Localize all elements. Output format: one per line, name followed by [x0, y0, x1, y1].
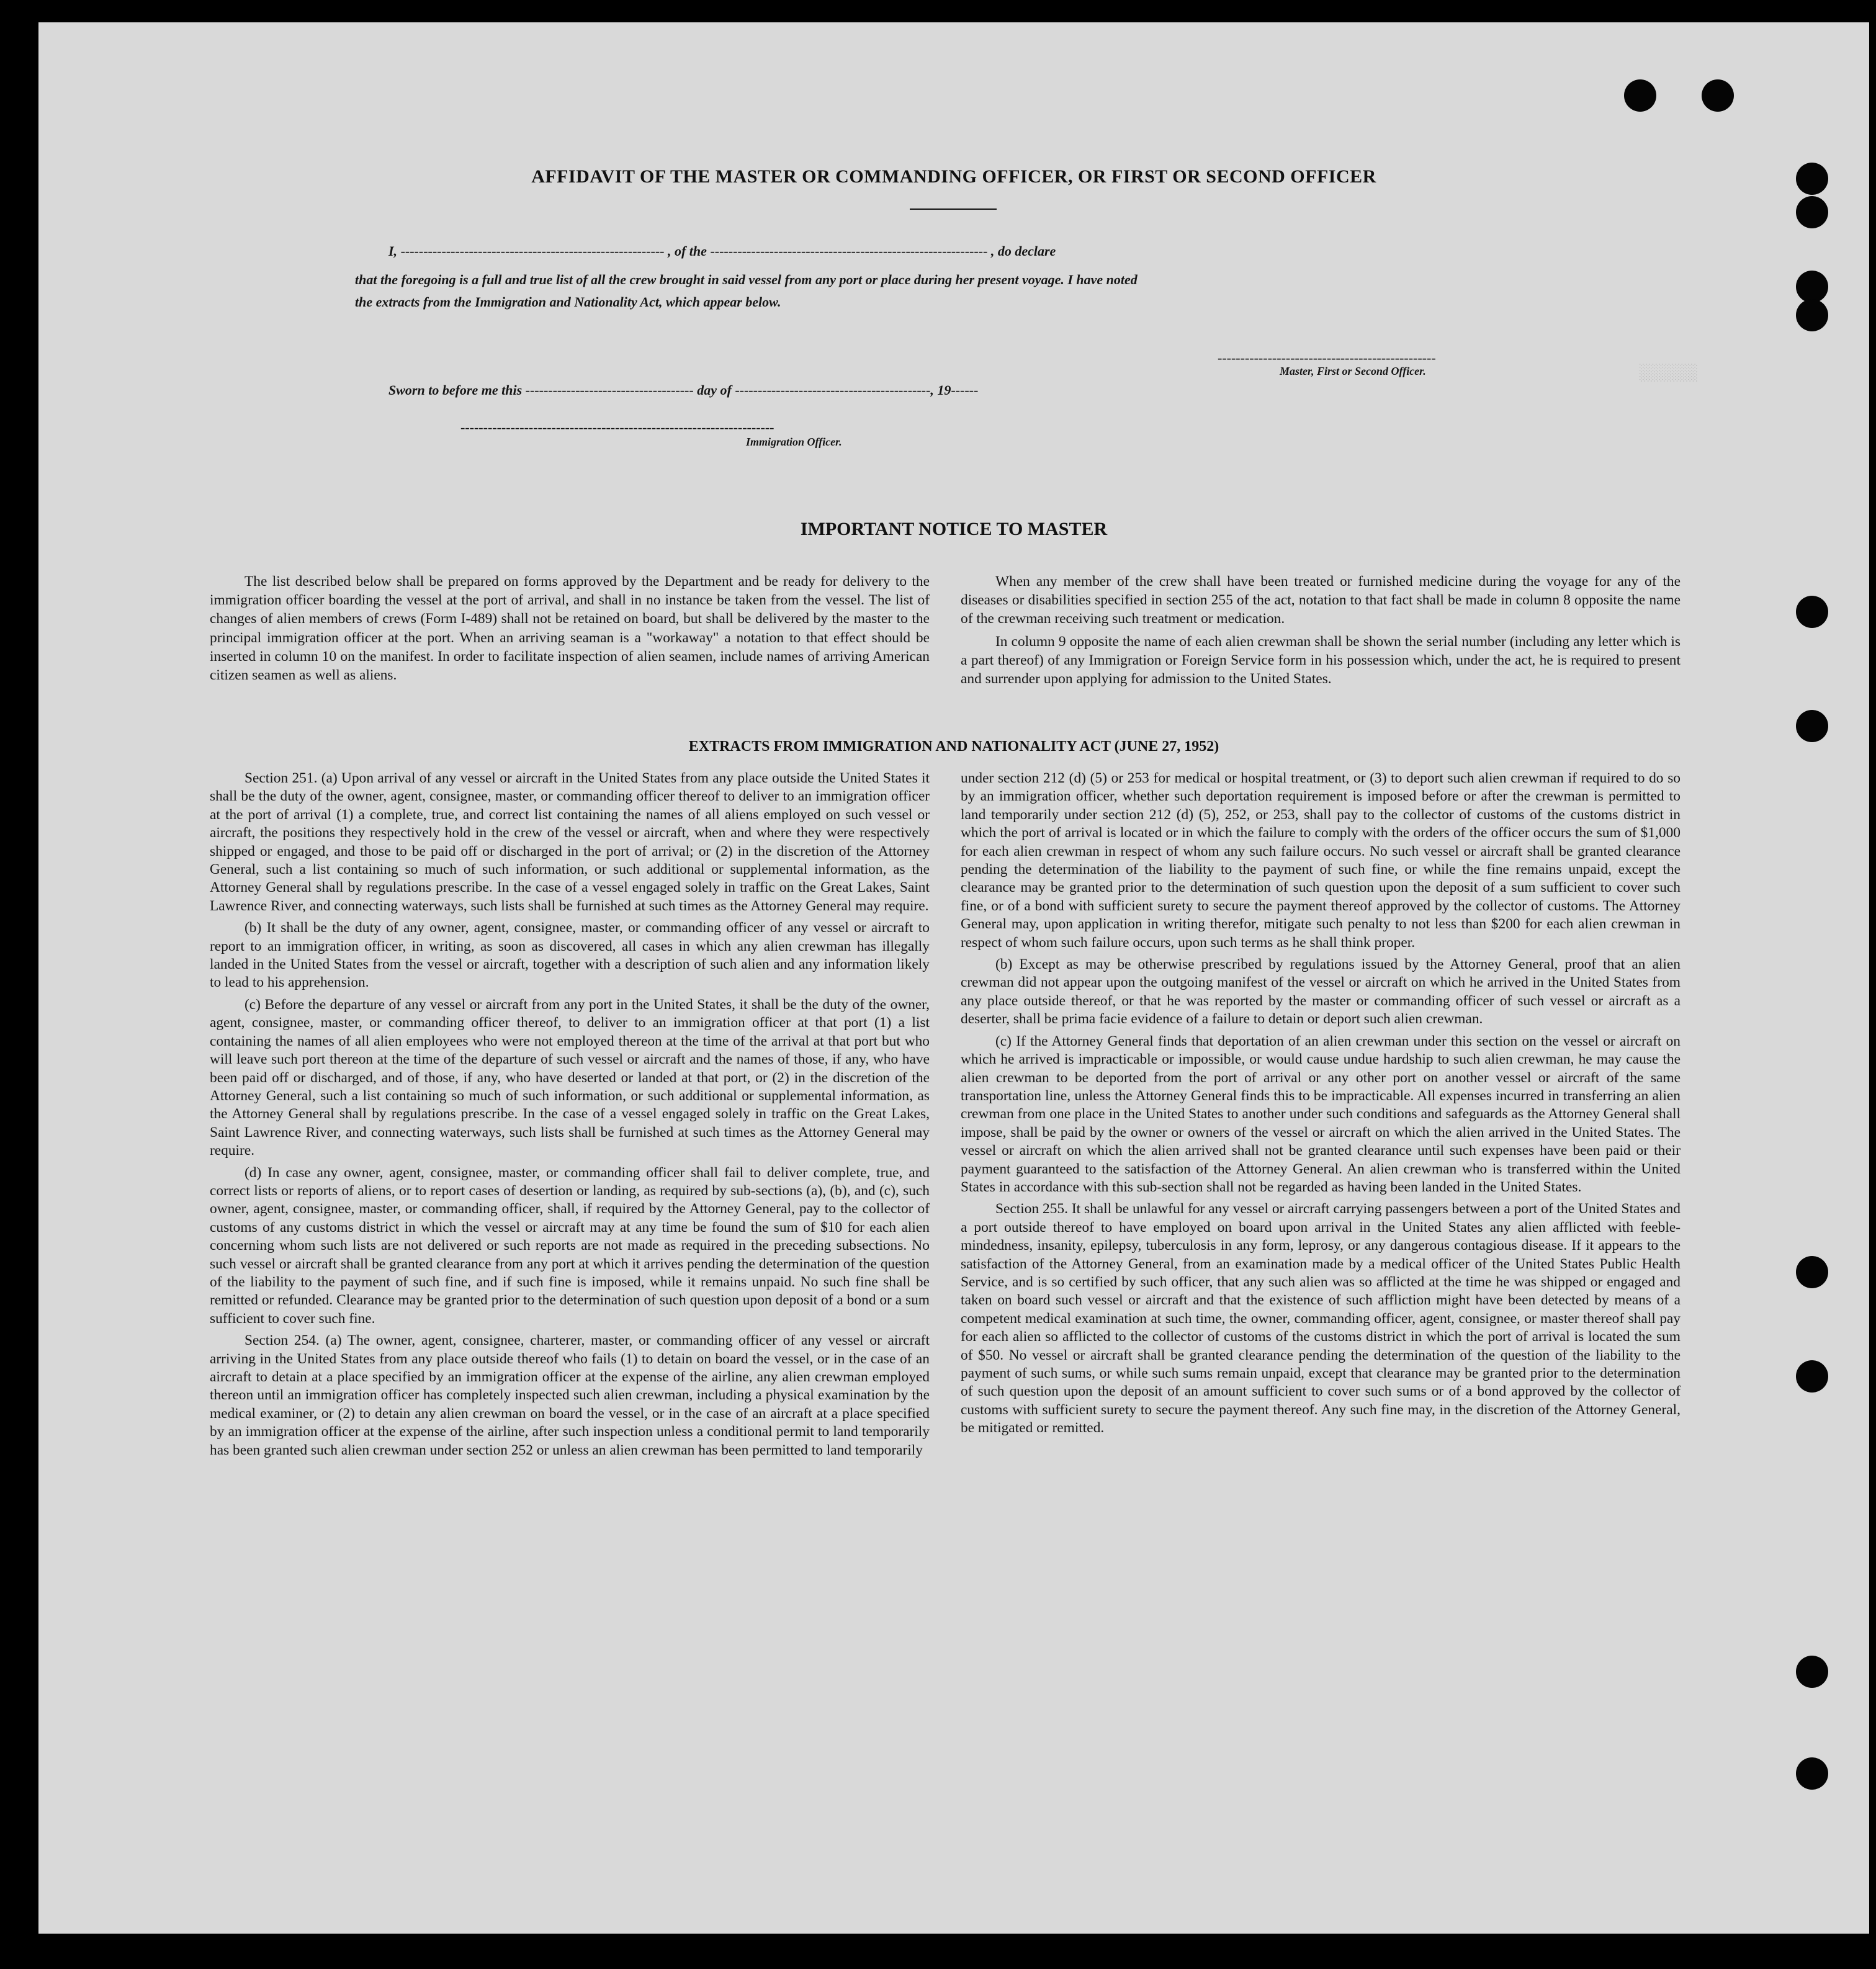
notice-right-paragraph-2: In column 9 opposite the name of each alien crewman shall be shown the serial number (including any letter which is a part thereof) of any Immigration or Foreign Service form in his possession which, under the act, he is required to present and surrender upon applying for admission to the United States. [961, 633, 1681, 688]
notice-title: IMPORTANT NOTICE TO MASTER [800, 519, 1108, 539]
declarant-name-blank[interactable]: ---------------------------------------------------------- [400, 243, 665, 259]
signature-blank[interactable]: ------------------------------------------------ [1218, 350, 1436, 366]
notice-right-paragraph-1: When any member of the crew shall have been treated or furnished medicine during the voyage for any of the diseases or disabilities specified in section 255 of the act, notation to that fact shall be made in column 8 opposite the name of the crewman receiving such treatment or medication. [961, 573, 1681, 627]
notice-left-column [210, 572, 930, 688]
extracts-title: EXTRACTS FROM IMMIGRATION AND NATIONALITY ACT (JUNE 27, 1952) [688, 738, 1219, 755]
section-251a: Section 251. (a) Upon arrival of any vessel or aircraft in the United States from any place outside the United States it shall be the duty of the owner, agent, consignee, master, or commanding officer thereof to deliver to an immigration officer at the port of arrival (1) a complete, true, and correct list containing the names of all aliens employed on such vessel or aircraft, the positions they respectively hold in the crew of the vessel or aircraft, when and where they were respectively shipped or engaged, and those to be paid off or discharged in the port of arrival; or (2) in the discretion of the Attorney General, such a list containing so much of such information, or such additional or supplemental information, as the Attorney General shall by regulations prescribe. In the case of a vessel engaged solely in traffic on the Great Lakes, Saint Lawrence River, and connecting waterways, such lists shall be furnished at such times as the Attorney General may require. [210, 770, 930, 914]
vessel-name-blank[interactable]: ------------------------------------------------------------- [710, 243, 988, 259]
bleed-through-text: ░░░░░░ [1640, 364, 1698, 382]
section-251c: (c) Before the departure of any vessel or aircraft from any port in the United States, it shall be the duty of the owner, agent, consignee, master, or commanding officer thereof, to deliver to an immigration officer at that port (1) a list containing the names of all alien employees who were not employed thereon at the time of the arrival at that port but who will leave such port thereon at the time of the departure of such vessel or aircraft and the names of those, if any, who have been paid off or discharged, and of those, if any, who have deserted or landed at that port, or (2) in the discretion of the Attorney General, such a list containing so much of such information, or such additional or supplemental information, as the Attorney General shall by regulations prescribe. In the case of a vessel engaged solely in traffic on the Great Lakes, Saint Lawrence River, and connecting waterways, such lists shall be furnished at such times as the Attorney General may require. [210, 996, 930, 1159]
punch-hole [1796, 710, 1828, 742]
notice-left-paragraph: The list described below shall be prepared on forms approved by the Department and be ready for delivery to the immigration officer boarding the vessel at the port of arrival, and shall in no instance be taken from the vessel. The list of changes of alien members of crews (Form I-489) shall not be retained on board, but shall be delivered by the master to the principal immigration officer at the port. When an arriving seaman is a "workaway" a notation to that effect should be inserted in column 10 on the manifest. In order to facilitate inspection of alien seamen, include names of arriving American citizen seamen as well as aliens. [210, 573, 930, 684]
punch-hole [1624, 79, 1656, 112]
section-254a-continued: under section 212 (d) (5) or 253 for medical or hospital treatment, or (3) to deport such alien crewman if required to do so by an immigration officer, whether such deportation requirement is imposed before or after the crewman is permitted to land temporarily under section 212 (d) (5), 252, or 253, shall pay to the collector of customs of the customs district in which the port of arrival is located or in which the failure to comply with the orders of the officer occurs the sum of $1,000 for each alien crewman in respect of whom any such failure occurs. No such vessel or aircraft shall be granted clearance pending the determination of the liability to the payment of such fine, or while the fine remains unpaid, except the clearance may be granted prior to the determination of such question upon the deposit of a sum sufficient to cover such fine, or of a bond with sufficient surety to secure the payment thereof approved by the collector of customs. The Attorney General may, upon application in writing therefor, mitigate such penalty to not less than $200 for each alien crewman in respect of whom such failure occurs, upon such terms as he shall think proper. [961, 770, 1681, 951]
extracts-right-column [961, 769, 1681, 1442]
section-251b: (b) It shall be the duty of any owner, agent, consignee, master, or commanding officer of any vessel or aircraft to report to an immigration officer, in writing, as soon as discovered, all cases in which any alien crewman has illegally landed in the United States from the vessel or aircraft, together with a description of such alien and any information likely to lead to his apprehension. [210, 920, 930, 991]
punch-hole [1796, 299, 1828, 331]
declarant-line: I, ---------------------------------------------------------- , of the ------------------------------------------------------------- , do declare [388, 243, 1056, 259]
extracts-left-column [210, 769, 930, 1463]
declaration-text-1: that the foregoing is a full and true list of all the crew brought in said vessel from any port or place during her present voyage. I have noted [355, 272, 1138, 287]
punch-hole [1796, 271, 1828, 303]
affidavit-title: AFFIDAVIT OF THE MASTER OR COMMANDING OFFICER, OR FIRST OR SECOND OFFICER [531, 166, 1376, 187]
punch-hole [1796, 1256, 1828, 1288]
section-254c: (c) If the Attorney General finds that deportation of an alien crewman under this section on the vessel or aircraft on which he arrived is impracticable or impossible, or would cause undue hardship to such alien crewman, he may cause the alien crewman to be deported from the port of arrival or any other port on another vessel or aircraft of the same transportation line, unless the Attorney General finds this to be impracticable. All expenses incurred in transferring an alien crewman from one place in the United States to another under such conditions and safeguards as the Attorney General shall impose, shall be paid by the owner or owners of the vessel or aircraft on which the alien arrived in the United States. The vessel or aircraft on which the alien arrived shall not be granted clearance until such expenses have been paid or their payment guaranteed to the satisfaction of the Attorney General. An alien crewman who is transferred within the United States in accordance with this sub-section shall not be regarded as having been landed in the United States. [961, 1033, 1681, 1195]
punch-hole [1796, 1360, 1828, 1393]
punch-hole [1796, 1757, 1828, 1790]
title-underline [910, 209, 997, 210]
section-254a: Section 254. (a) The owner, agent, consignee, charterer, master, or commanding officer of any vessel or aircraft arriving in the United States from any place outside thereof who fails (1) to detain on board the vessel, or in the case of an aircraft to detain at a place specified by an immigration officer at the expense of the airline, any alien crewman employed thereon until an immigration officer has completely inspected such alien crewman, including a physical examination by the medical examiner, or (2) to detain any alien crewman on board the vessel, or in the case of an aircraft at a place specified by an immigration officer at the expense of the airline, after such inspection unless a conditional permit to land temporarily has been granted such alien crewman under section 252 or unless an alien crewman has been permitted to land temporarily [210, 1332, 930, 1458]
form-page [38, 22, 1869, 1934]
signature-label: Master, First or Second Officer. [1280, 365, 1426, 377]
section-251d: (d) In case any owner, agent, consignee, master, or commanding officer shall fail to deliver complete, true, and correct lists or reports of aliens, or to report cases of desertion or landing, as required by sub-sections (a), (b), and (c), such owner, agent, consignee, master, or commanding officer, shall, if required by the Attorney General, pay to the collector of customs of any customs district in which the vessel or aircraft may at any time be found the sum of $10 for each alien concerning whom such lists are not delivered or such reports are not made as required in the preceding subsections. No such vessel or aircraft shall be granted clearance from any port at which it arrives pending the determination of the question of the liability to the payment of such fine, and if such fine is imposed, while it remains unpaid. No such fine shall be remitted or refunded. Clearance may be granted prior to the determination of such question upon deposit of a bond or a sum sufficient to cover such fine. [210, 1164, 930, 1327]
sworn-day-blank[interactable]: ------------------------------------- [525, 382, 694, 398]
punch-hole [1702, 79, 1734, 112]
punch-hole [1796, 596, 1828, 628]
sworn-month-blank[interactable]: ------------------------------------------- [735, 382, 931, 398]
declaration-text-2: the extracts from the Immigration and Nationality Act, which appear below. [355, 294, 781, 310]
punch-hole [1796, 196, 1828, 228]
notice-right-column [961, 572, 1681, 692]
section-254b: (b) Except as may be otherwise prescribed by regulations issued by the Attorney General, proof that an alien crewman did not appear upon the outgoing manifest of the vessel or aircraft on which he arrived in the United States from any place outside thereof, or that he was reported by the master or commanding officer of such vessel or aircraft as a deserter, shall be prima facie evidence of a failure to detain or deport such alien crewman. [961, 956, 1681, 1028]
officer-label: Immigration Officer. [746, 436, 842, 448]
punch-hole [1796, 1656, 1828, 1688]
officer-signature-blank[interactable]: --------------------------------------------------------------------- [460, 419, 774, 435]
sworn-line: Sworn to before me this ------------------------------------- day of -------------------------------------------, 19------ [388, 382, 979, 398]
sworn-year-blank[interactable]: ------ [951, 382, 979, 398]
section-255: Section 255. It shall be unlawful for any vessel or aircraft carrying passengers between a port of the United States and a port outside thereof to have employed on board upon arrival in the United States any alien afflicted with feeble-mindedness, insanity, epilepsy, tuberculosis in any form, leprosy, or any dangerous contagious disease. If it appears to the satisfaction of the Attorney General, from an examination made by a medical officer of the United States Public Health Service, and is so certified by such officer, that any such alien was so afflicted at the time he was shipped or engaged and taken on board such vessel or aircraft and that the existence of such affliction might have been detected by means of a competent medical examination at such time, the owner, commanding officer, agent, consignee, or master thereof shall pay for each alien so afflicted to the collector of customs of the customs district in which the port of arrival is located the sum of $50. No vessel or aircraft shall be granted clearance pending the determination of the question of the liability to the payment of such sums, or while such sums remain unpaid, except that clearance may be granted prior to the determination of such question upon the deposit of an amount sufficient to cover such sums or of a bond approved by the collector of customs with sufficient surety to secure the payment thereof. Any such fine may, in the discretion of the Attorney General, be mitigated or remitted. [961, 1201, 1681, 1437]
